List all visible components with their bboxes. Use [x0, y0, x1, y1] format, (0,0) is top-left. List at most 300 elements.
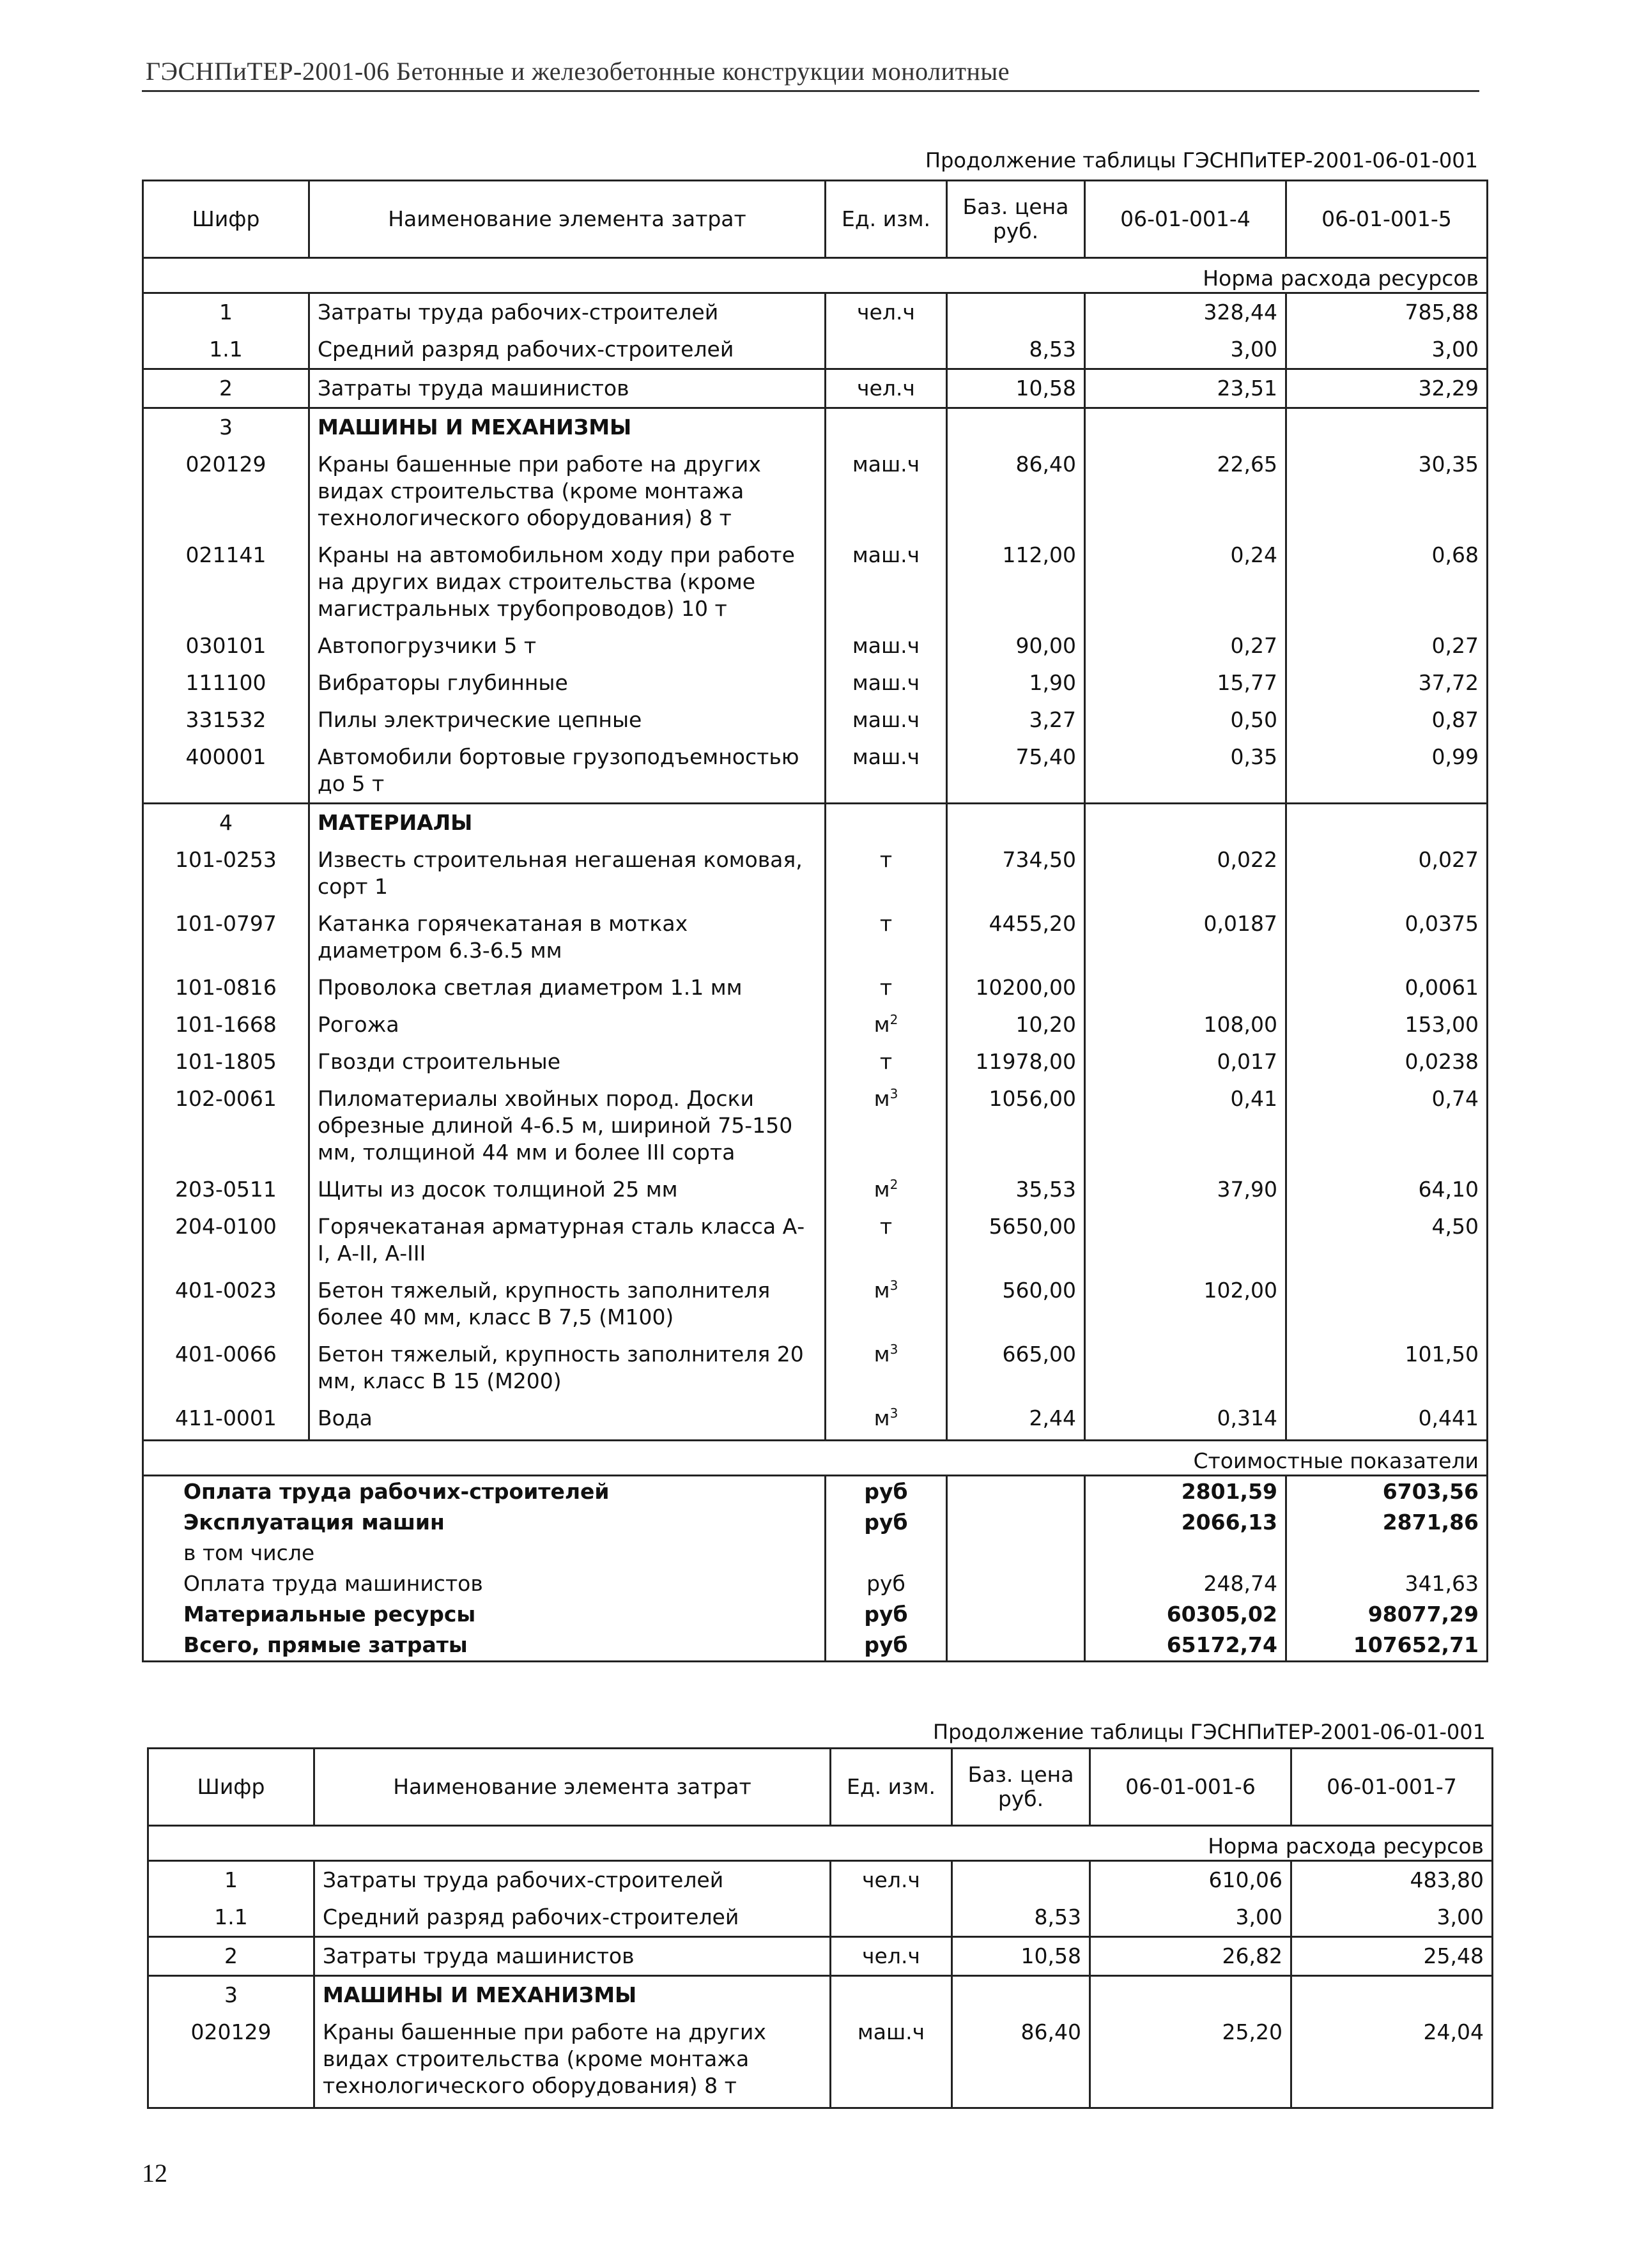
row-value-b: 3,00 [1291, 1899, 1493, 1937]
row-unit [826, 408, 947, 447]
table2-body [148, 1861, 1493, 2108]
row-price: 10,58 [952, 1937, 1090, 1976]
row-unit [826, 905, 947, 969]
row-value-a [1090, 1976, 1291, 2014]
table-row [143, 1400, 1488, 1441]
row-unit [831, 1861, 952, 1899]
row-unit [826, 804, 947, 842]
row-unit-text: маш.ч [857, 2019, 925, 2044]
header-rule [142, 90, 1479, 92]
row-name-text: Краны башенные при работе на других видах строительства (кроме монтажа технологического оборудования) 8 т [318, 452, 761, 530]
row-code: 102-0061 [143, 1080, 309, 1171]
row-name [314, 1976, 831, 2014]
table-row [148, 1937, 1493, 1976]
header-col-b: 06-01-001-5 [1286, 181, 1488, 258]
row-unit [826, 969, 947, 1006]
table-row [143, 905, 1488, 969]
row-value-b: 0,0061 [1286, 969, 1488, 1006]
row-code: 111100 [143, 664, 309, 701]
row-value-a: 0,41 [1085, 1080, 1286, 1171]
row-price: 5650,00 [947, 1208, 1085, 1272]
cost-label-text: Оплата труда рабочих-строителей [143, 1476, 826, 1508]
cost-value-a: 65172,74 [1085, 1630, 1286, 1662]
row-value-b: 0,87 [1286, 701, 1488, 739]
row-value-a [1085, 1208, 1286, 1272]
table-row [143, 537, 1488, 627]
header-unit: Ед. изм. [831, 1749, 952, 1826]
row-name-text: Щиты из досок толщиной 25 мм [318, 1177, 678, 1202]
row-value-b: 0,0238 [1286, 1043, 1488, 1080]
row-price [952, 1861, 1090, 1899]
row-unit [831, 1899, 952, 1937]
row-name-text: МАШИНЫ И МЕХАНИЗМЫ [318, 415, 632, 440]
row-unit [826, 1400, 947, 1441]
page-number: 12 [142, 2159, 167, 2188]
row-name [309, 1400, 826, 1441]
row-name-text: Затраты труда рабочих-строителей [323, 1867, 724, 1892]
table-row [143, 804, 1488, 842]
row-unit-text: чел.ч [862, 1867, 920, 1892]
row-name-text: Бетон тяжелый, крупность заполнителя более 40 мм, класс В 7,5 (М100) [318, 1278, 771, 1329]
table-row [143, 408, 1488, 447]
header-col-b: 06-01-001-7 [1291, 1749, 1493, 1826]
row-unit-text: м [874, 1177, 890, 1202]
row-unit [826, 841, 947, 905]
row-name [309, 1208, 826, 1272]
row-name-text: Проволока светлая диаметром 1.1 мм [318, 975, 743, 1000]
row-name-text: Автопогрузчики 5 т [318, 633, 537, 658]
row-unit [826, 664, 947, 701]
cost-value-b: 6703,56 [1286, 1476, 1488, 1508]
cost-unit: руб [826, 1568, 947, 1599]
cost-value-a: 248,74 [1085, 1568, 1286, 1599]
row-name-text: Краны на автомобильном ходу при работе на других видах строительства (кроме магистральных трубопроводов) 10 т [318, 542, 795, 621]
row-unit-text: маш.ч [852, 452, 920, 477]
row-name [309, 739, 826, 804]
row-value-a: 3,00 [1090, 1899, 1291, 1937]
row-name [309, 1043, 826, 1080]
header-price-line1: Баз. цена [967, 1762, 1074, 1787]
row-value-b [1291, 1976, 1493, 2014]
table-row [143, 627, 1488, 664]
table-row [148, 1861, 1493, 1899]
table1-body [143, 293, 1488, 1441]
table-row [143, 701, 1488, 739]
row-name-text: Катанка горячекатаная в мотках диаметром 6.3-6.5 мм [318, 911, 688, 963]
row-unit-text: маш.ч [852, 670, 920, 695]
row-unit-text: т [879, 1049, 893, 1074]
row-name-text: Вибраторы глубинные [318, 670, 568, 695]
row-value-a: 0,0187 [1085, 905, 1286, 969]
row-unit [826, 739, 947, 804]
row-price: 86,40 [952, 2014, 1090, 2108]
row-name-text: Средний разряд рабочих-строителей [323, 1904, 739, 1929]
row-unit [826, 627, 947, 664]
row-unit-text: м [874, 1406, 890, 1430]
row-code: 204-0100 [143, 1208, 309, 1272]
cost-value-b: 341,63 [1286, 1568, 1488, 1599]
row-unit-text: маш.ч [852, 633, 920, 658]
cost-value-b [1286, 1538, 1488, 1568]
row-name [309, 408, 826, 447]
row-name-text: Затраты труда рабочих-строителей [318, 300, 719, 325]
row-value-b: 37,72 [1286, 664, 1488, 701]
row-unit-text: т [879, 911, 893, 936]
row-unit [826, 701, 947, 739]
row-unit [831, 1976, 952, 2014]
row-value-a: 25,20 [1090, 2014, 1291, 2108]
row-price: 35,53 [947, 1171, 1085, 1208]
cost-empty [947, 1630, 1085, 1662]
header-unit: Ед. изм. [826, 181, 947, 258]
row-unit [826, 446, 947, 537]
row-value-b: 4,50 [1286, 1208, 1488, 1272]
cost-label-text: Оплата труда машинистов [143, 1568, 826, 1599]
row-unit [826, 1080, 947, 1171]
row-name-text: Средний разряд рабочих-строителей [318, 337, 734, 362]
row-name [309, 293, 826, 332]
table-row [143, 369, 1488, 408]
header-name: Наименование элемента затрат [314, 1749, 831, 1826]
cost-row [143, 1476, 1488, 1508]
cost-label-text: Материальные ресурсы [143, 1599, 826, 1630]
table2 [147, 1747, 1493, 2109]
norm-label: Норма расхода ресурсов [143, 258, 1488, 293]
row-unit [826, 1272, 947, 1336]
row-price [947, 408, 1085, 447]
header-name: Наименование элемента затрат [309, 181, 826, 258]
cost-value-a: 60305,02 [1085, 1599, 1286, 1630]
row-name [309, 331, 826, 369]
table-row [143, 664, 1488, 701]
row-code: 021141 [143, 537, 309, 627]
norm-label-row [148, 1826, 1493, 1861]
row-value-a: 610,06 [1090, 1861, 1291, 1899]
row-value-b [1286, 408, 1488, 447]
table-row [143, 739, 1488, 804]
row-value-b: 25,48 [1291, 1937, 1493, 1976]
row-name-text: Краны башенные при работе на других видах строительства (кроме монтажа технологического оборудования) 8 т [323, 2019, 766, 2098]
row-price: 90,00 [947, 627, 1085, 664]
row-name [309, 969, 826, 1006]
row-price: 560,00 [947, 1272, 1085, 1336]
page-header: ГЭСНПиТЕР-2001-06 Бетонные и железобетонные конструкции монолитные [146, 57, 1010, 86]
header-price-line2: руб. [997, 1786, 1044, 1811]
row-code: 401-0066 [143, 1336, 309, 1400]
row-value-b: 785,88 [1286, 293, 1488, 332]
row-value-b: 101,50 [1286, 1336, 1488, 1400]
row-name-text: МАТЕРИАЛЫ [318, 810, 473, 835]
row-price: 1,90 [947, 664, 1085, 701]
row-unit-text: чел.ч [857, 300, 915, 325]
row-unit [826, 293, 947, 332]
row-unit [826, 1336, 947, 1400]
row-price: 2,44 [947, 1400, 1085, 1441]
row-unit-text: м [874, 1342, 890, 1367]
table-row [143, 1336, 1488, 1400]
norm-label-row [143, 258, 1488, 293]
row-value-a: 26,82 [1090, 1937, 1291, 1976]
table-row [143, 841, 1488, 905]
row-price: 665,00 [947, 1336, 1085, 1400]
cost-label-row [143, 1441, 1488, 1476]
cost-label-text: Всего, прямые затраты [143, 1630, 826, 1662]
cost-unit: руб [826, 1630, 947, 1662]
row-name [309, 537, 826, 627]
row-code: 1 [143, 293, 309, 332]
table-row [143, 1272, 1488, 1336]
row-price: 10,20 [947, 1006, 1085, 1043]
row-price [947, 293, 1085, 332]
cost-empty [947, 1476, 1085, 1508]
row-name [309, 1272, 826, 1336]
row-price: 112,00 [947, 537, 1085, 627]
cost-unit: руб [826, 1507, 947, 1538]
row-name-text: Бетон тяжелый, крупность заполнителя 20 мм, класс В 15 (М200) [318, 1342, 804, 1393]
table1-caption: Продолжение таблицы ГЭСНПиТЕР-2001-06-01-001 [925, 148, 1478, 172]
row-unit [826, 1043, 947, 1080]
row-code: 203-0511 [143, 1171, 309, 1208]
table-row [143, 1208, 1488, 1272]
row-name-text: Горячекатаная арматурная сталь класса А-I, А-II, А-III [318, 1214, 805, 1266]
cost-unit: руб [826, 1476, 947, 1508]
header-code: Шифр [143, 181, 309, 258]
row-value-b: 0,99 [1286, 739, 1488, 804]
table-row [148, 1976, 1493, 2014]
row-value-a [1085, 804, 1286, 842]
row-name [309, 1336, 826, 1400]
row-value-a: 102,00 [1085, 1272, 1286, 1336]
row-name-text: Рогожа [318, 1012, 399, 1037]
row-value-a: 15,77 [1085, 664, 1286, 701]
row-unit [826, 331, 947, 369]
cost-value-a [1085, 1538, 1286, 1568]
row-name-text: Гвозди строительные [318, 1049, 561, 1074]
row-name [309, 627, 826, 664]
row-code: 101-0797 [143, 905, 309, 969]
row-value-a: 0,022 [1085, 841, 1286, 905]
cost-value-b: 107652,71 [1286, 1630, 1488, 1662]
row-value-a: 0,27 [1085, 627, 1286, 664]
row-value-a: 22,65 [1085, 446, 1286, 537]
row-name [309, 905, 826, 969]
row-value-b: 0,441 [1286, 1400, 1488, 1441]
row-unit-text: маш.ч [852, 744, 920, 769]
row-value-b [1286, 804, 1488, 842]
row-unit-superscript: 3 [890, 1278, 898, 1293]
row-unit [826, 1208, 947, 1272]
row-price: 8,53 [952, 1899, 1090, 1937]
row-code: 4 [143, 804, 309, 842]
row-unit-text: маш.ч [852, 707, 920, 732]
row-code: 020129 [143, 446, 309, 537]
row-price: 1056,00 [947, 1080, 1085, 1171]
norm-label: Норма расхода ресурсов [148, 1826, 1493, 1861]
row-name [314, 2014, 831, 2108]
row-value-b: 3,00 [1286, 331, 1488, 369]
row-value-a: 0,50 [1085, 701, 1286, 739]
row-unit-superscript: 2 [890, 1012, 898, 1027]
row-value-b: 0,0375 [1286, 905, 1488, 969]
row-value-a: 328,44 [1085, 293, 1286, 332]
cost-label-text: Эксплуатация машин [143, 1507, 826, 1538]
table-row [143, 1006, 1488, 1043]
row-price: 75,40 [947, 739, 1085, 804]
row-name [309, 1080, 826, 1171]
row-unit [831, 1937, 952, 1976]
row-value-a: 37,90 [1085, 1171, 1286, 1208]
row-name [309, 701, 826, 739]
row-code: 331532 [143, 701, 309, 739]
row-code: 2 [148, 1937, 314, 1976]
row-name [314, 1937, 831, 1976]
row-name [314, 1899, 831, 1937]
table1-costs [143, 1476, 1488, 1662]
row-value-b: 32,29 [1286, 369, 1488, 408]
table-row [143, 1043, 1488, 1080]
row-value-b: 24,04 [1291, 2014, 1493, 2108]
row-code: 3 [148, 1976, 314, 2014]
header-col-a: 06-01-001-6 [1090, 1749, 1291, 1826]
row-price: 3,27 [947, 701, 1085, 739]
cost-row [143, 1507, 1488, 1538]
table2-header-row [148, 1749, 1493, 1826]
cost-row [143, 1630, 1488, 1662]
row-price: 10200,00 [947, 969, 1085, 1006]
header-price [947, 181, 1085, 258]
row-name [309, 446, 826, 537]
row-unit-text: маш.ч [852, 542, 920, 567]
row-name [309, 664, 826, 701]
row-name [309, 841, 826, 905]
row-name-text: Вода [318, 1406, 373, 1430]
row-code: 1 [148, 1861, 314, 1899]
row-unit-text: м [874, 1278, 890, 1303]
row-name-text: Пиломатериалы хвойных пород. Доски обрезные длиной 4-6.5 м, шириной 75-150 мм, толщиной 44 мм и более III сорта [318, 1086, 793, 1165]
cost-unit: руб [826, 1599, 947, 1630]
row-value-a: 0,24 [1085, 537, 1286, 627]
row-code: 411-0001 [143, 1400, 309, 1441]
row-unit [826, 1006, 947, 1043]
header-price [952, 1749, 1090, 1826]
table-row [143, 446, 1488, 537]
row-price: 10,58 [947, 369, 1085, 408]
row-unit-text: м [874, 1086, 890, 1111]
row-unit-superscript: 3 [890, 1342, 898, 1357]
header-price-line1: Баз. цена [962, 194, 1069, 219]
cost-row [143, 1538, 1488, 1568]
row-code: 400001 [143, 739, 309, 804]
row-value-b: 0,27 [1286, 627, 1488, 664]
row-name-text: Известь строительная негашеная комовая, сорт 1 [318, 847, 803, 899]
cost-label: Стоимостные показатели [143, 1441, 1488, 1476]
row-value-a: 0,314 [1085, 1400, 1286, 1441]
cost-row [143, 1599, 1488, 1630]
row-value-b [1286, 1272, 1488, 1336]
row-value-a [1085, 408, 1286, 447]
table-row [148, 1899, 1493, 1937]
cost-empty [947, 1507, 1085, 1538]
row-price [947, 804, 1085, 842]
row-value-b: 153,00 [1286, 1006, 1488, 1043]
row-unit-text: т [879, 975, 893, 1000]
cost-empty [947, 1599, 1085, 1630]
table-row [143, 331, 1488, 369]
row-code: 3 [143, 408, 309, 447]
cost-empty [947, 1568, 1085, 1599]
row-value-a [1085, 969, 1286, 1006]
row-unit-superscript: 2 [890, 1177, 898, 1192]
row-name-text: Затраты труда машинистов [318, 376, 629, 401]
row-name [309, 369, 826, 408]
row-name-text: Затраты труда машинистов [323, 1943, 635, 1968]
row-value-a [1085, 1336, 1286, 1400]
table1-header-row [143, 181, 1488, 258]
cost-unit [826, 1538, 947, 1568]
row-code: 101-0816 [143, 969, 309, 1006]
row-unit [826, 537, 947, 627]
row-value-a: 108,00 [1085, 1006, 1286, 1043]
table-row [143, 969, 1488, 1006]
row-value-a: 23,51 [1085, 369, 1286, 408]
row-unit [831, 2014, 952, 2108]
row-unit-text: чел.ч [857, 376, 915, 401]
row-name [309, 804, 826, 842]
table-row [148, 2014, 1493, 2108]
row-code: 101-0253 [143, 841, 309, 905]
row-value-b: 64,10 [1286, 1171, 1488, 1208]
row-unit-text: чел.ч [862, 1943, 920, 1968]
table1 [142, 180, 1488, 1662]
row-unit-text: т [879, 1214, 893, 1239]
cost-value-b: 2871,86 [1286, 1507, 1488, 1538]
row-code: 101-1668 [143, 1006, 309, 1043]
row-value-b: 0,68 [1286, 537, 1488, 627]
cost-value-b: 98077,29 [1286, 1599, 1488, 1630]
row-price [952, 1976, 1090, 2014]
row-value-b: 0,027 [1286, 841, 1488, 905]
row-price: 8,53 [947, 331, 1085, 369]
row-unit-text: м [874, 1012, 890, 1037]
row-code: 020129 [148, 2014, 314, 2108]
row-value-b: 0,74 [1286, 1080, 1488, 1171]
table2-caption: Продолжение таблицы ГЭСНПиТЕР-2001-06-01-001 [933, 1720, 1486, 1744]
row-value-b: 483,80 [1291, 1861, 1493, 1899]
row-code: 101-1805 [143, 1043, 309, 1080]
row-value-a: 0,35 [1085, 739, 1286, 804]
row-code: 401-0023 [143, 1272, 309, 1336]
row-unit-text: т [879, 847, 893, 872]
row-code: 1.1 [148, 1899, 314, 1937]
table-row [143, 293, 1488, 332]
cost-value-a: 2066,13 [1085, 1507, 1286, 1538]
header-col-a: 06-01-001-4 [1085, 181, 1286, 258]
row-unit [826, 1171, 947, 1208]
row-code: 2 [143, 369, 309, 408]
table-row [143, 1080, 1488, 1171]
row-value-a: 0,017 [1085, 1043, 1286, 1080]
header-price-line2: руб. [992, 218, 1039, 243]
row-price: 86,40 [947, 446, 1085, 537]
row-name-text: Автомобили бортовые грузоподъемностью до 5 т [318, 744, 799, 796]
row-value-a: 3,00 [1085, 331, 1286, 369]
row-unit-superscript: 3 [890, 1406, 898, 1421]
row-name [314, 1861, 831, 1899]
cost-empty [947, 1538, 1085, 1568]
cost-value-a: 2801,59 [1085, 1476, 1286, 1508]
row-unit-superscript: 3 [890, 1086, 898, 1101]
row-value-b: 30,35 [1286, 446, 1488, 537]
